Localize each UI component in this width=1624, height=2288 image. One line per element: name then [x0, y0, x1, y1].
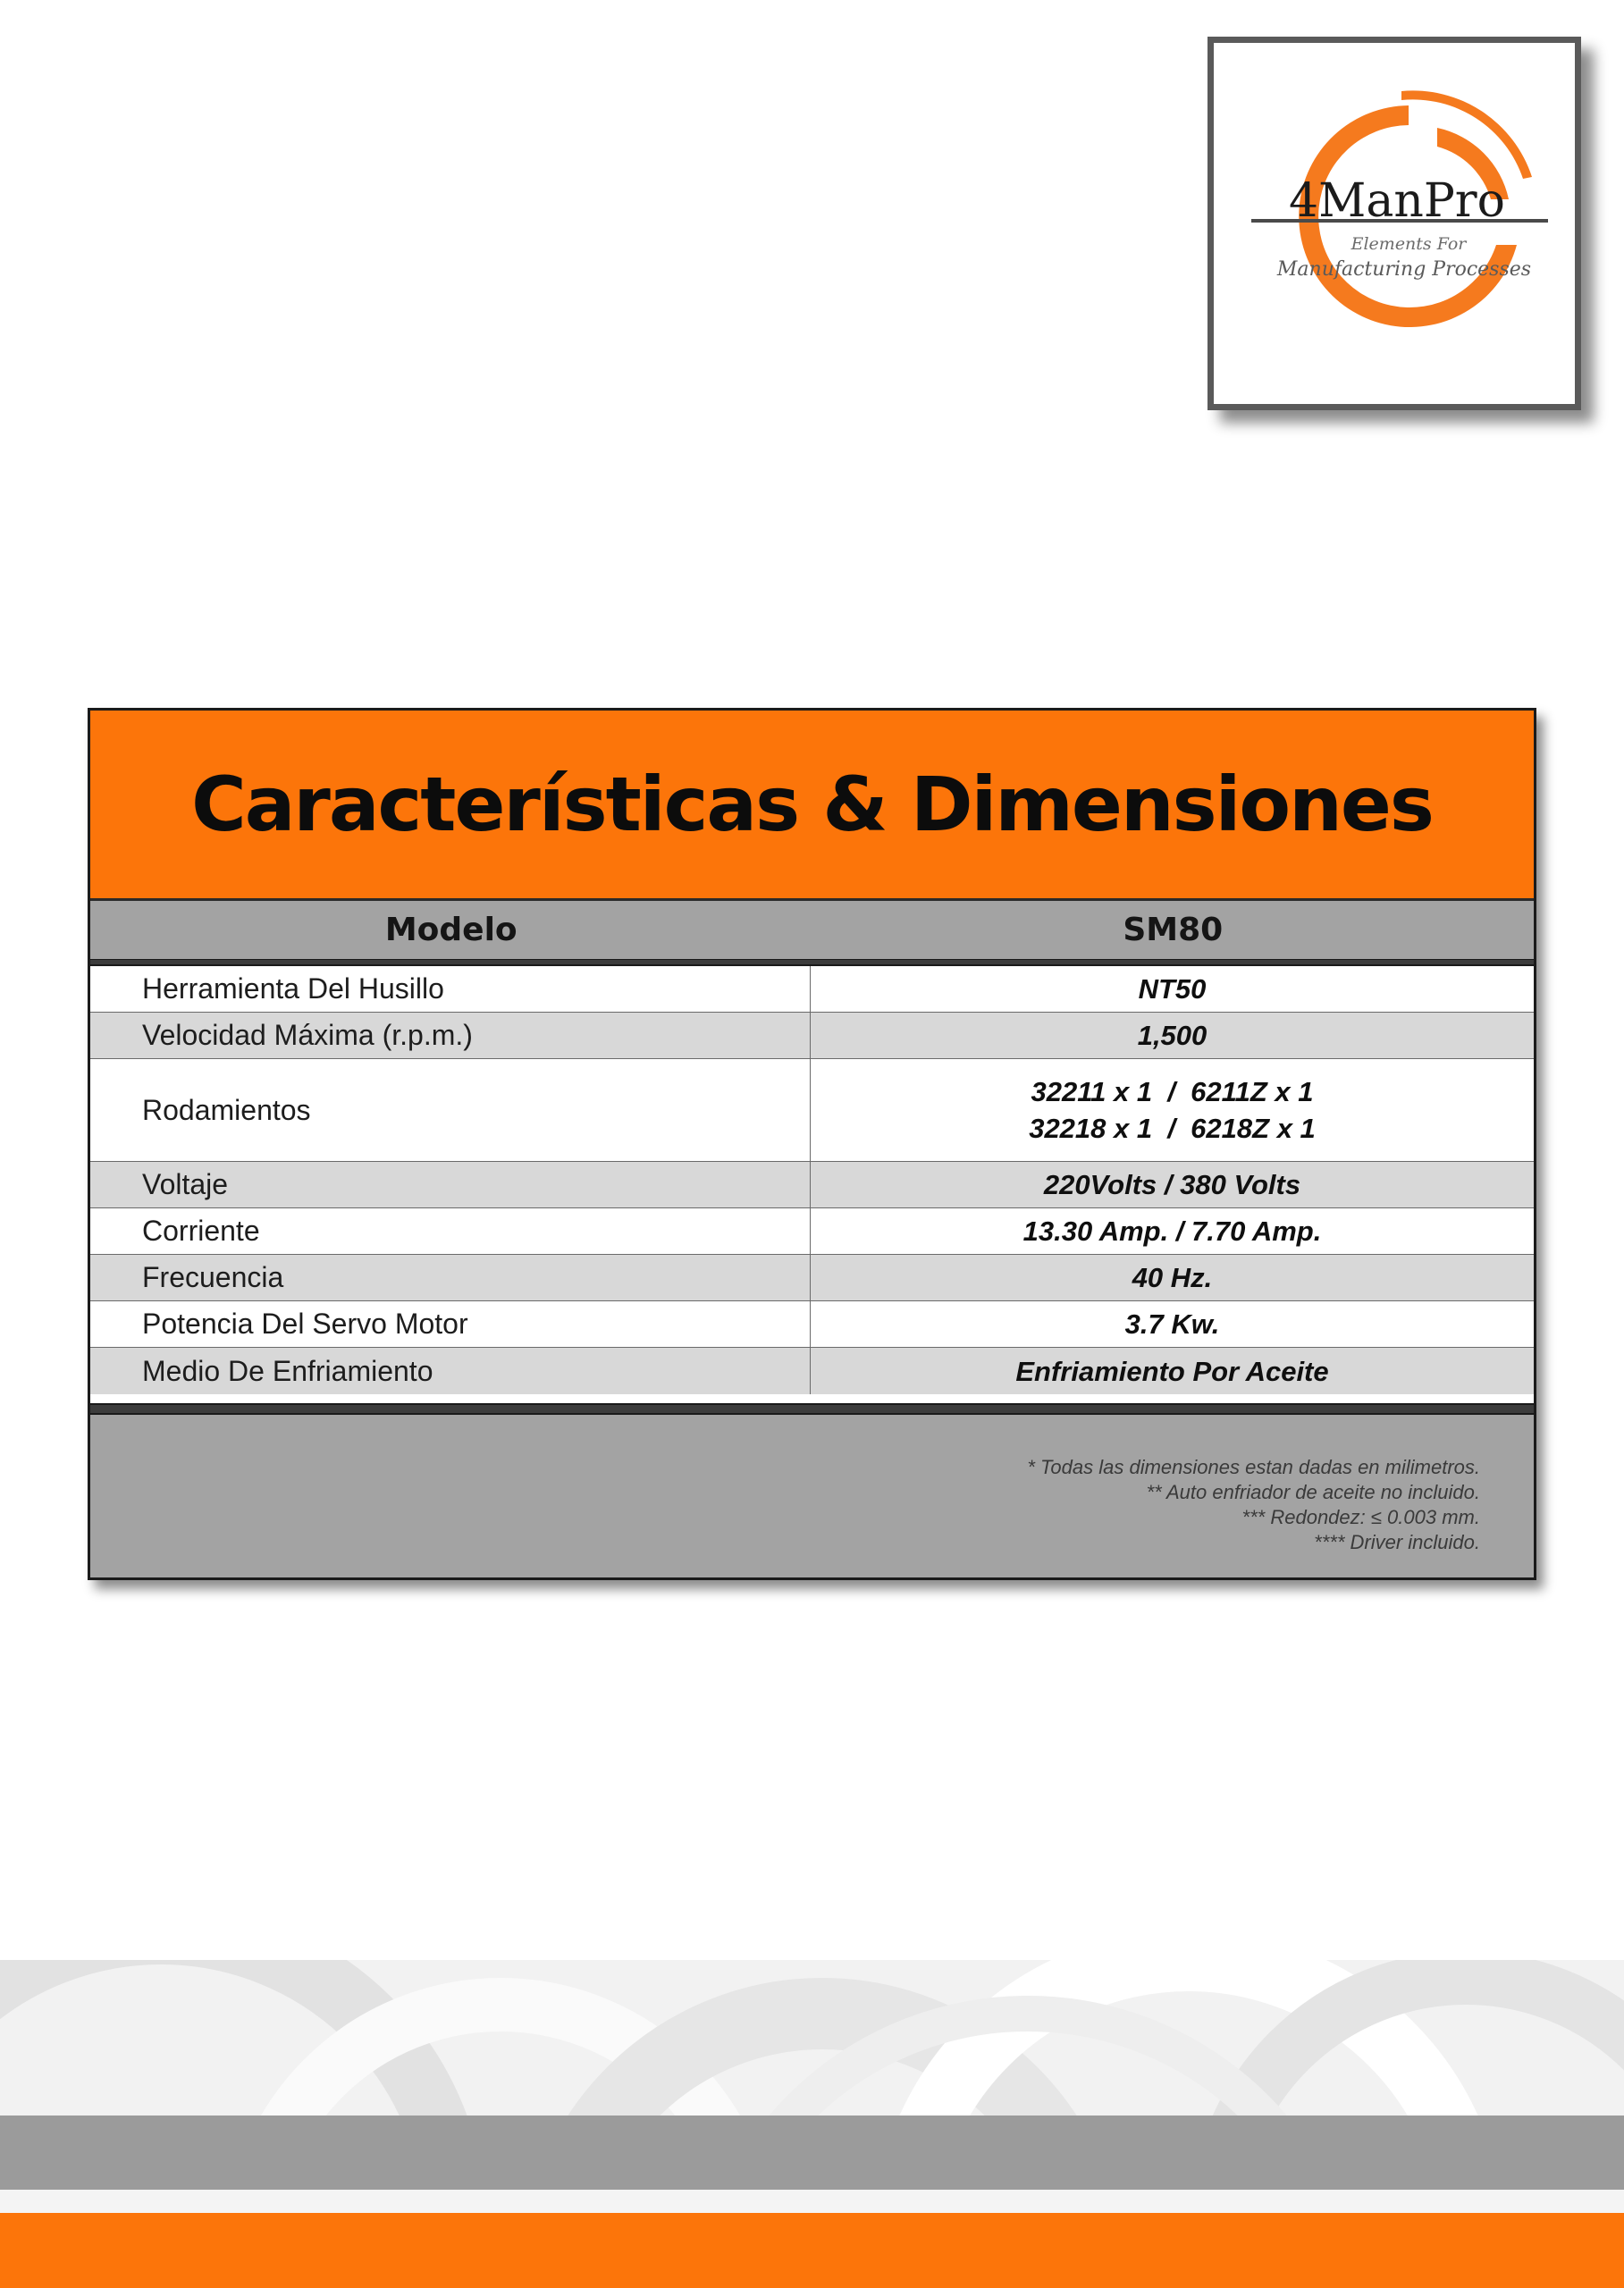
row-value: 3.7 Kw.: [1124, 1308, 1220, 1340]
footer-white-stripe: [0, 2190, 1624, 2213]
spec-notes: [90, 1415, 1534, 1577]
row-value: 32211 x 1 / 6211Z x 1 32218 x 1 / 6218Z x 1: [1029, 1076, 1316, 1144]
row-label: Voltaje: [90, 1162, 811, 1207]
table-row: [90, 1162, 1534, 1208]
row-label: Frecuencia: [90, 1255, 811, 1300]
page-title: Características & Dimensiones: [191, 761, 1433, 848]
note-line: * Todas las dimensiones estan dadas en milimetros.: [1027, 1456, 1480, 1478]
row-value: 40 Hz.: [1132, 1262, 1213, 1293]
row-label: Medio De Enfriamiento: [90, 1348, 811, 1394]
row-value: NT50: [1138, 973, 1207, 1005]
spec-header-row: [90, 901, 1534, 959]
spec-table: [88, 708, 1536, 1580]
row-label: Rodamientos: [90, 1059, 811, 1161]
table-row: [90, 1013, 1534, 1059]
row-value: Enfriamiento Por Aceite: [1015, 1355, 1329, 1387]
spec-title-banner: [90, 711, 1534, 901]
row-label: Corriente: [90, 1208, 811, 1254]
row-value: 220Volts / 380 Volts: [1043, 1169, 1301, 1200]
table-row: [90, 966, 1534, 1013]
divider: [90, 1403, 1534, 1415]
note-line: ** Auto enfriador de aceite no incluido.: [1146, 1481, 1480, 1503]
note-line: *** Redondez: ≤ 0.003 mm.: [1241, 1506, 1480, 1528]
row-value: 1,500: [1137, 1020, 1207, 1051]
logo-tagline-1: Elements For: [1351, 234, 1467, 254]
spec-rows: [90, 966, 1534, 1394]
company-logo: [1207, 37, 1581, 410]
row-label: Herramienta Del Husillo: [90, 966, 811, 1012]
row-value: 13.30 Amp. / 7.70 Amp.: [1022, 1216, 1322, 1247]
logo-tagline-2: Manufacturing Processes: [1276, 258, 1532, 281]
model-label: Modelo: [384, 912, 517, 948]
footer-orange-band: [0, 2213, 1624, 2288]
model-value: SM80: [1123, 912, 1224, 948]
table-row: [90, 1348, 1534, 1394]
table-row: [90, 1059, 1534, 1162]
table-row: [90, 1255, 1534, 1301]
footer-gray-band: [0, 2116, 1624, 2190]
divider: [90, 959, 1534, 966]
table-row: [90, 1301, 1534, 1348]
table-row: [90, 1208, 1534, 1255]
row-label: Potencia Del Servo Motor: [90, 1301, 811, 1347]
footer-background-art: [0, 1960, 1624, 2116]
note-line: **** Driver incluido.: [1314, 1531, 1480, 1553]
row-label: Velocidad Máxima (r.p.m.): [90, 1013, 811, 1058]
logo-emblem: [1214, 43, 1575, 404]
logo-wordmark: 4ManPro: [1289, 174, 1505, 228]
